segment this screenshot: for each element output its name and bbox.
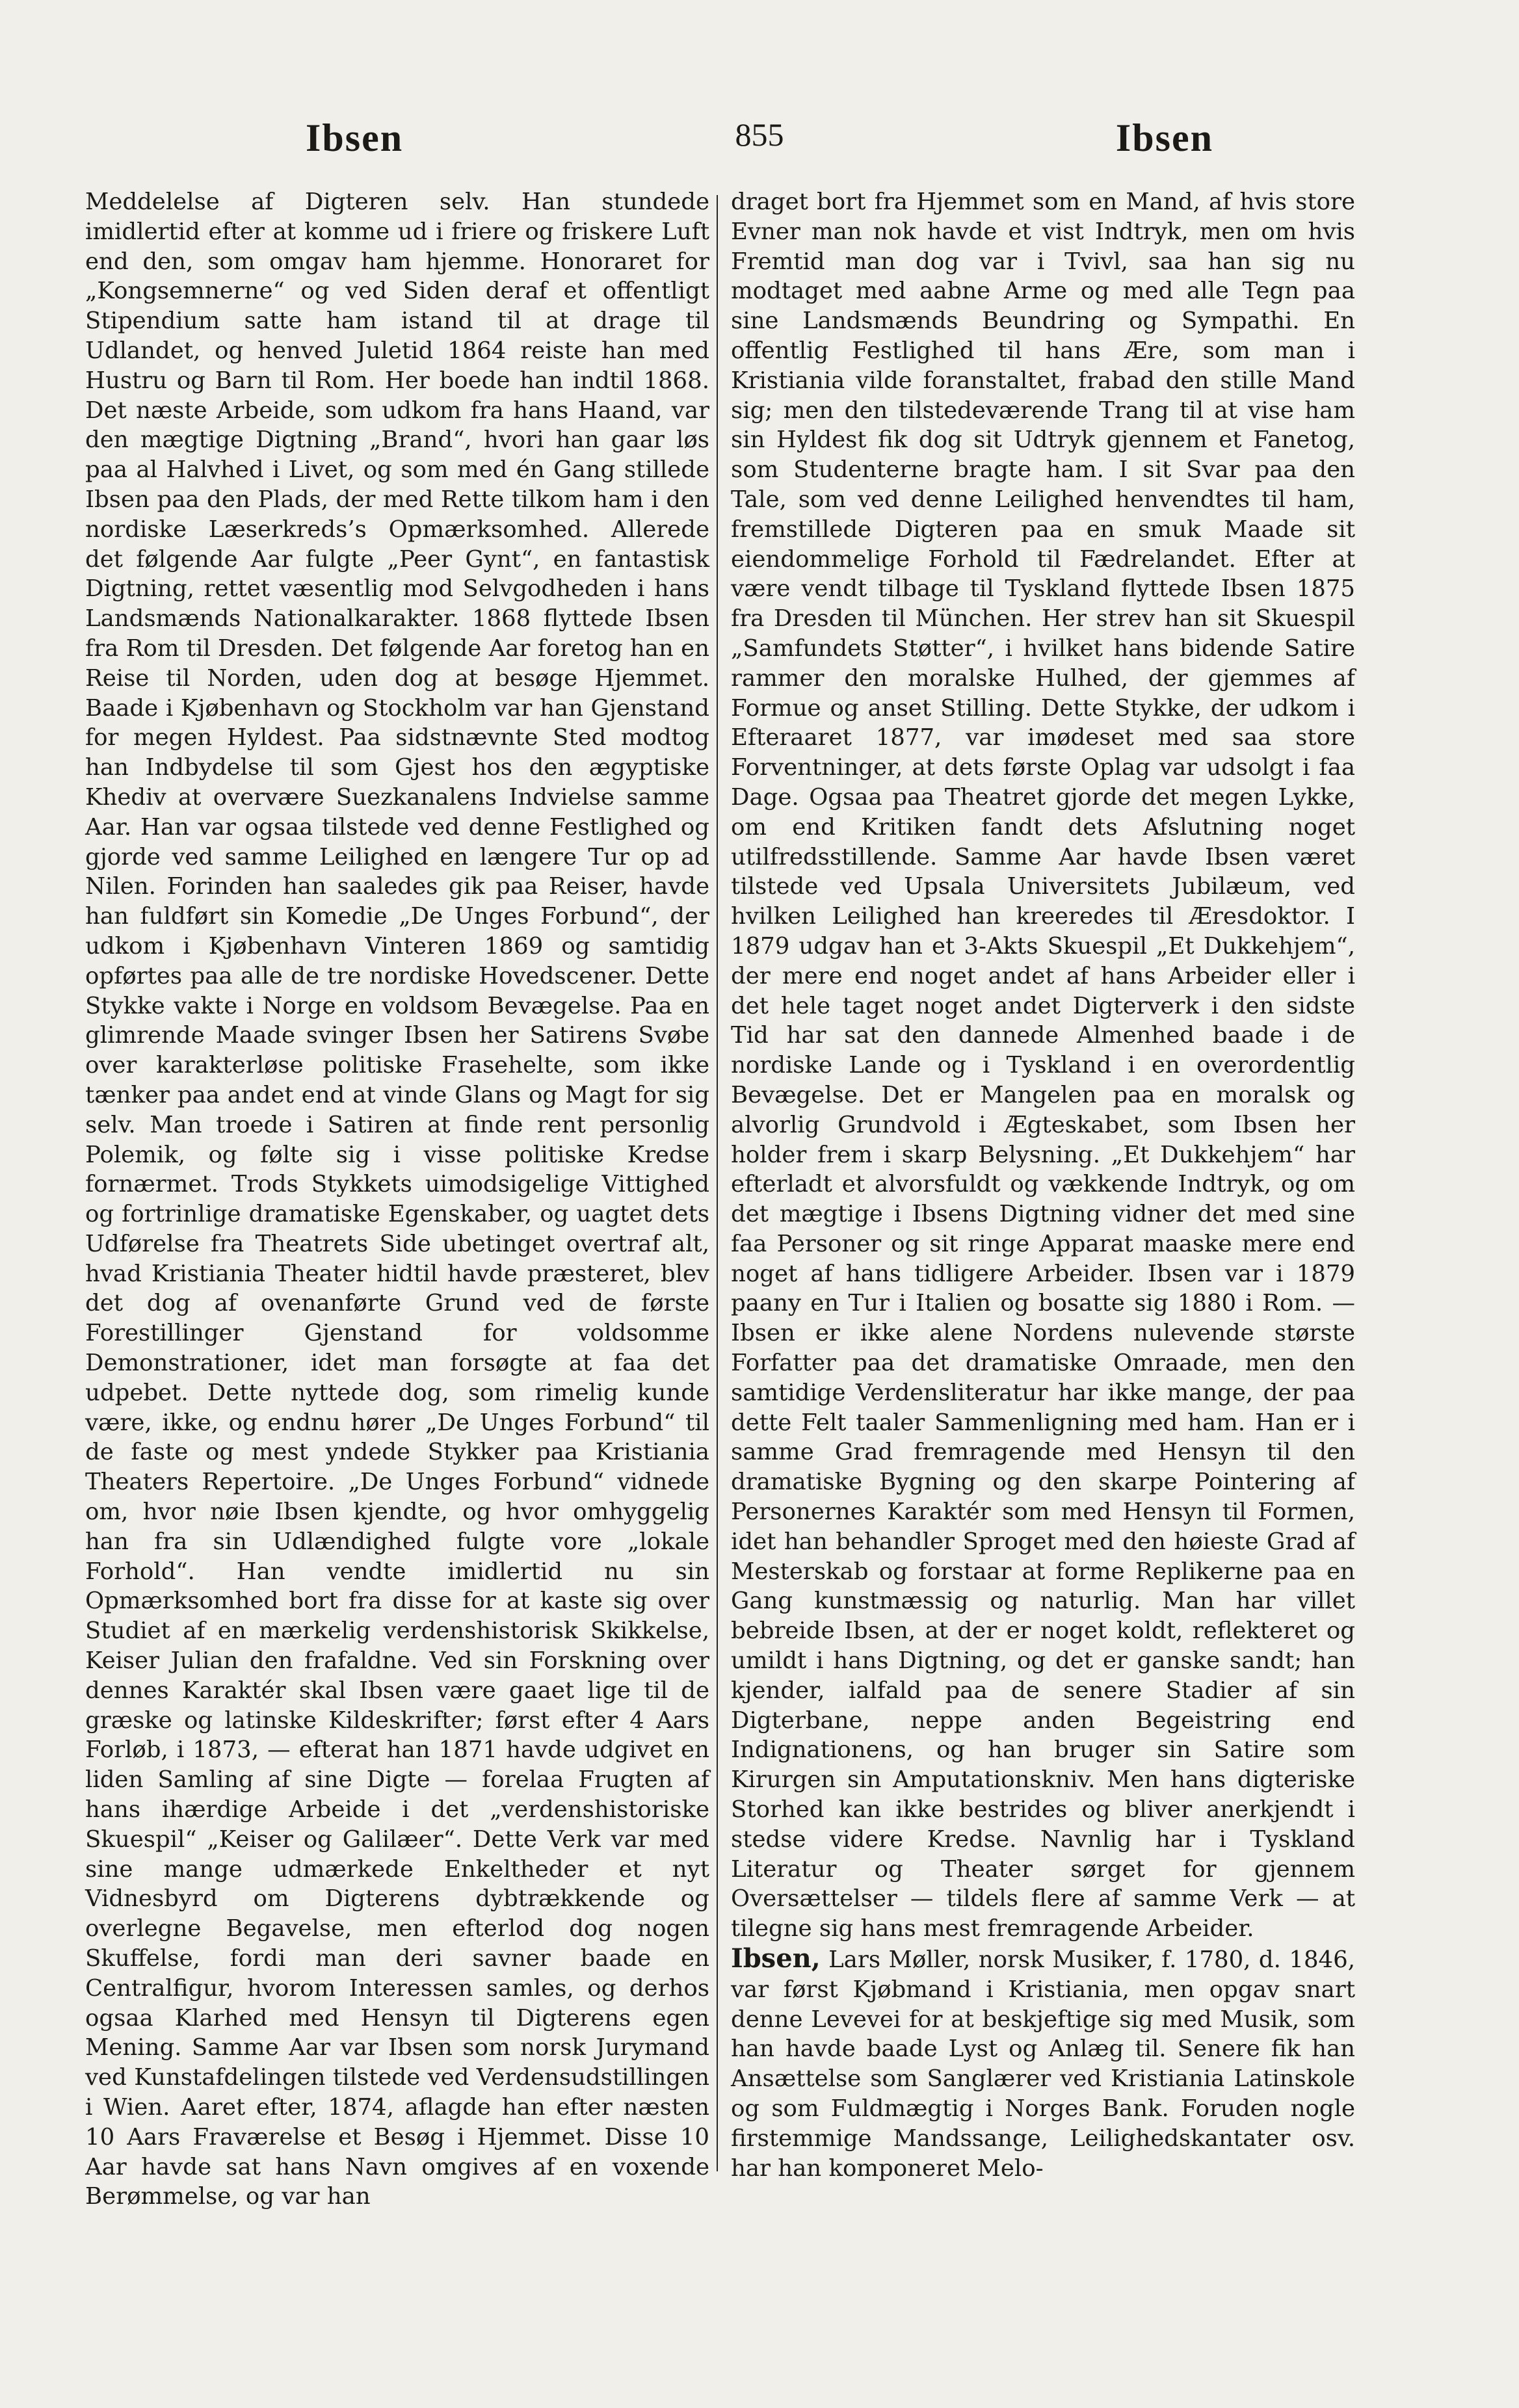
entry-headword: Ibsen,: [731, 1943, 821, 1974]
right-column: [731, 187, 1355, 2183]
entry-body: Lars Møller, norsk Musiker, f. 1780, d. 1846, var først Kjøbmand i Kristiania, men opgav snart denne Levevei for at beskjeftige sig med Musik, som han havde baade Lyst og Anlæg til. Senere fik han Ansættelse som Sanglærer ved Kristiania Latinskole og som Fuldmægtig i Norges Bank. Foruden nogle firstemmige Mandssange, Leilighedskantater osv. har han komponeret Melo-: [731, 1946, 1355, 2182]
right-running-head: Ibsen: [1115, 116, 1213, 159]
right-column-text: draget bort fra Hjemmet som en Mand, af hvis store Evner man nok havde et vist Indtryk, men om hvis Fremtid man dog var i Tvivl, saa han sig nu modtaget med aabne Arme og med alle Tegn paa sine Landsmænds Beundring og Sympathi. En offentlig Festlighed til hans Ære, som man i Kristiania vilde foranstaltet, frabad den stille Mand sig; men den tilstedeværende Trang til at vise ham sin Hyldest fik dog sit Udtryk gjennem et Fanetog, som Studenterne bragte ham. I sit Svar paa den Tale, som ved denne Leilighed henvendtes til ham, fremstillede Digteren paa en smuk Maade sit eiendommelige Forhold til Fædrelandet. Efter at være vendt tilbage til Tyskland flyttede Ibsen 1875 fra Dresden til München. Her strev han sit Skuespil „Samfundets Støtter“, i hvilket hans bidende Satire rammer den moralske Hulhed, der gjemmes af Formue og anset Stilling. Dette Stykke, der udkom i Efteraaret 1877, var imødeset med saa store Forventninger, at dets første Oplag var udsolgt i faa Dage. Ogsaa paa Theatret gjorde det megen Lykke, om end Kritiken fandt dets Afslutning noget utilfredsstillende. Samme Aar havde Ibsen været tilstede ved Upsala Universitets Jubilæum, ved hvilken Leilighed han kreeredes til Æresdoktor. I 1879 udgav han et 3-Akts Skuespil „Et Dukkehjem“, der mere end noget andet af hans Arbeider eller i det hele taget noget andet Digterverk i den sidste Tid har sat den dannede Almenhed baade i de nordiske Lande og i Tyskland i en overordentlig Bevægelse. Det er Mangelen paa en moralsk og alvorlig Grundvold i Ægteskabet, som Ibsen her holder frem i skarp Belysning. „Et Dukkehjem“ har efterladt et alvorsfuldt og vækkende Indtryk, og om det mægtige i Ibsens Digtning vidner det med sine faa Personer og sit ringe Apparat maaske mere end noget af hans tidligere Arbeider. Ibsen var i 1879 paany en Tur i Italien og bosatte sig 1880 i Rom. — Ibsen er ikke alene Nordens nulevende største Forfatter paa det dramatiske Omraade, men den samtidige Verdensliteratur har ikke mange, der paa dette Felt taaler Sammenligning med ham. Han er i samme Grad fremragende med Hensyn til den dramatiske Bygning og den skarpe Pointering af Personernes Karaktér som med Hensyn til Formen, idet han behandler Sproget med den høieste Grad af Mesterskab og forstaar at forme Replikerne paa en Gang kunstmæssig og naturlig. Man har villet bebreide Ibsen, at der er noget koldt, reflekteret og umildt i hans Digtning, og det er ganske sandt; han kjender, ialfald paa de senere Stadier af sin Digterbane, neppe anden Begeistring end Indignationens, og han bruger sin Satire som Kirurgen sin Amputationskniv. Men hans digteriske Storhed kan ikke bestrides og bliver anerkjendt i stedse videre Kredse. Navnlig har i Tyskland Literatur og Theater sørget for gjennem Oversættelser — tildels flere af samme Verk — at tilegne sig hans mest fremragende Arbeider.: [731, 189, 1355, 1943]
page-number: 855: [735, 116, 784, 153]
column-divider: [717, 195, 718, 2171]
entry-lars-moller-ibsen: [731, 1944, 1355, 2183]
left-column-text: Meddelelse af Digteren selv. Han stundede imidlertid efter at komme ud i friere og friskere Luft end den, som omgav ham hjemme. Honoraret for „Kongsemnerne“ og ved Siden deraf et offentligt Stipendium satte ham istand til at drage til Udlandet, og henved Juletid 1864 reiste han med Hustru og Barn til Rom. Her boede han indtil 1868. Det næste Arbeide, som udkom fra hans Haand, var den mægtige Digtning „Brand“, hvori han gaar løs paa al Halvhed i Livet, og som med én Gang stillede Ibsen paa den Plads, der med Rette tilkom ham i den nordiske Læserkreds’s Opmærksomhed. Allerede det følgende Aar fulgte „Peer Gynt“, en fantastisk Digtning, rettet væsentlig mod Selvgodheden i hans Landsmænds Nationalkarakter. 1868 flyttede Ibsen fra Rom til Dresden. Det følgende Aar foretog han en Reise til Norden, uden dog at besøge Hjemmet. Baade i Kjøbenhavn og Stockholm var han Gjenstand for megen Hyldest. Paa sidstnævnte Sted modtog han Indbydelse til som Gjest hos den ægyptiske Khediv at overvære Suezkanalens Indvielse samme Aar. Han var ogsaa tilstede ved denne Festlighed og gjorde ved samme Leilighed en længere Tur op ad Nilen. Forinden han saaledes gik paa Reiser, havde han fuldført sin Komedie „De Unges Forbund“, der udkom i Kjøbenhavn Vinteren 1869 og samtidig opførtes paa alle de tre nordiske Hovedscener. Dette Stykke vakte i Norge en voldsom Bevægelse. Paa en glimrende Maade svinger Ibsen her Satirens Svøbe over karakterløse politiske Frasehelte, som ikke tænker paa andet end at vinde Glans og Magt for sig selv. Man troede i Satiren at finde rent personlig Polemik, og følte sig i visse politiske Kredse fornærmet. Trods Stykkets uimodsigelige Vittighed og fortrinlige dramatiske Egenskaber, og uagtet dets Udførelse fra Theatrets Side ubetinget overtraf alt, hvad Kristiania Theater hidtil havde præsteret, blev det dog af ovenanførte Grund ved de første Forestillinger Gjenstand for voldsomme Demonstrationer, idet man forsøgte at faa det udpebet. Dette nyttede dog, som rimelig kunde være, ikke, og endnu hører „De Unges Forbund“ til de faste og mest yndede Stykker paa Kristiania Theaters Repertoire. „De Unges Forbund“ vidnede om, hvor nøie Ibsen kjendte, og hvor omhyggelig han fra sin Udlændighed fulgte vore „lokale Forhold“. Han vendte imidlertid nu sin Opmærksomhed bort fra disse for at kaste sig over Studiet af en mærkelig verdenshistorisk Skikkelse, Keiser Julian den frafaldne. Ved sin Forskning over dennes Karaktér skal Ibsen være gaaet lige til de græske og latinske Kildeskrifter; først efter 4 Aars Forløb, i 1873, — efterat han 1871 havde udgivet en liden Samling af sine Digte — forelaa Frugten af hans ihærdige Arbeide i det „verdenshistoriske Skuespil“ „Keiser og Galilæer“. Dette Verk var med sine mange udmærkede Enkeltheder et nyt Vidnesbyrd om Digterens dybtrækkende og overlegne Begavelse, men efterlod dog nogen Skuffelse, fordi man deri savner baade en Centralfigur, hvorom Interessen samles, og derhos ogsaa Klarhed med Hensyn til Digterens egen Mening. Samme Aar var Ibsen som norsk Jurymand ved Kunstafdelingen tilstede ved Verdensudstillingen i Wien. Aaret efter, 1874, aflagde han efter næsten 10 Aars Fraværelse et Besøg i Hjemmet. Disse 10 Aar havde sat hans Navn omgives af en voxende Berømmelse, og var han: [85, 189, 709, 2210]
page-header: [195, 116, 1324, 161]
left-running-head: Ibsen: [306, 116, 404, 159]
left-column: [85, 187, 709, 2212]
